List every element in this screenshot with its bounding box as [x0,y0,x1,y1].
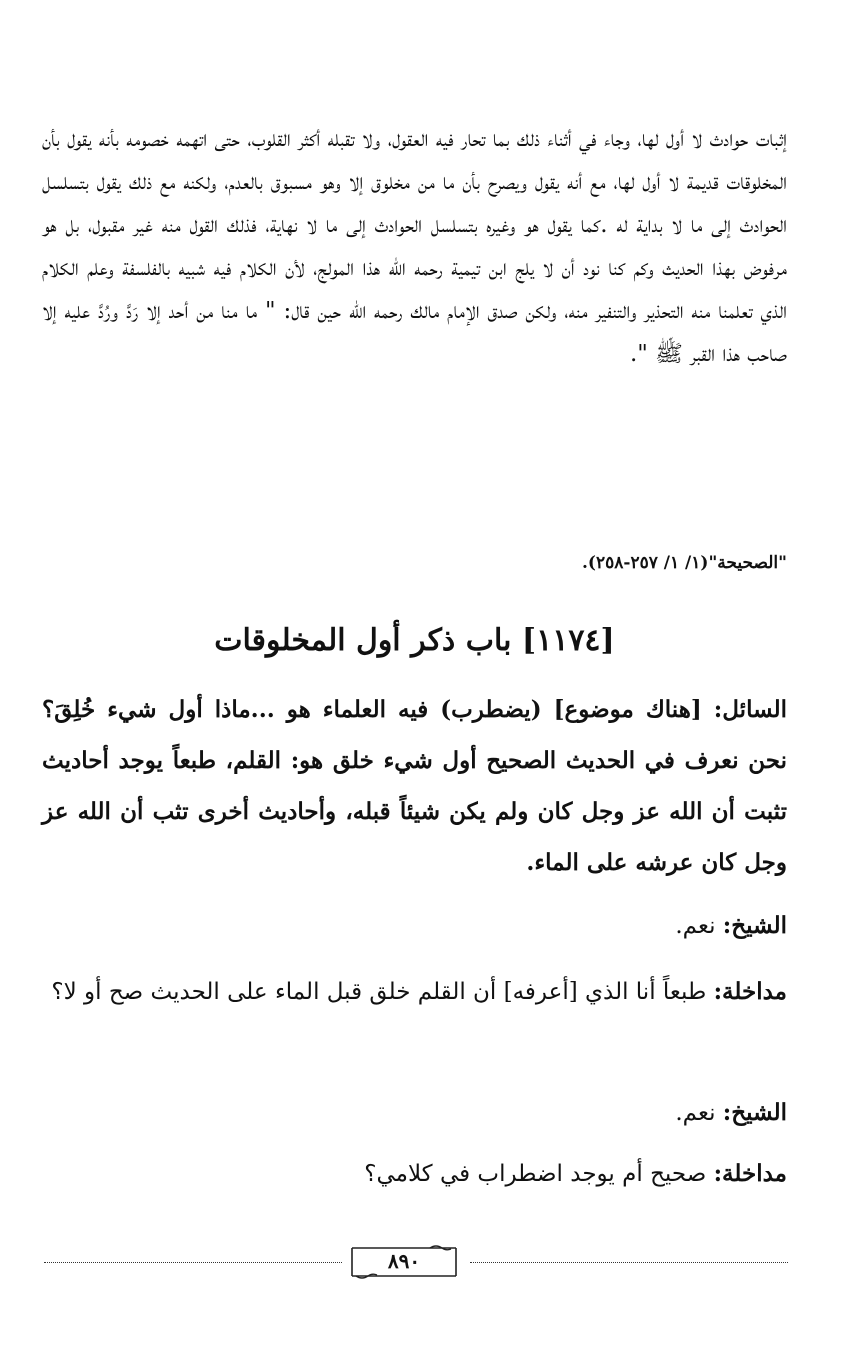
footnote-reference: "الصحيحة"(١/ ١/ ٢٥٧-٢٥٨). [582,553,787,573]
body-paragraph: إثبات حوادث لا أول لها، وجاء في أثناء ذلك بما تحار فيه العقول، ولا تقبله أكثر القلوب، حتى اتهمه خصومه بأنه يقول بأن المخلوقات قديمة لا أول لها، مع أنه يقول ويصرح بأن ما من مخلوق إلا وهو مسبوق بالعدم، ولكنه مع ذلك يقول بتسلسل الحوادث إلى ما لا بداية له .كما يقول هو وغيره بتسلسل الحوادث إلى ما لا نهاية، فذلك القول منه غير مقبول، بل هو مرفوض بهذا الحديث وكم كنا نود أن لا يلج ابن تيمية رحمه الله هذا المولج، لأن الكلام فيه شبيه بالفلسفة وعلم الكلام الذي تعلمنا منه التحذير والتنفير منه، ولكن صدق الإمام مالك رحمه الله حين قال: " ما منا من أحد إلا رَدَّ ورُدَّ عليه إلا صاحب هذا القبر ﷺ ". [42,126,787,367]
dialogue-text: نعم. [675,1100,723,1126]
page-number-frame [346,1244,462,1280]
dialogue-line [42,1148,787,1200]
body-text [42,118,787,376]
dialogue-line [42,1087,787,1139]
chapter-heading: [١١٧٤] باب ذكر أول المخلوقات [214,623,615,658]
dialogue-text: طبعاً أنا الذي [أعرفه] أن القلم خلق قبل الماء على الحديث صح أو لا؟ [51,979,714,1005]
speaker-label: الشيخ: [722,912,787,939]
dialogue-line [42,966,787,1018]
speaker-label: مداخلة: [713,1160,787,1187]
footer-divider-left [44,1262,342,1263]
footer-divider-right [470,1262,788,1263]
dialogue-text: نعم. [675,913,723,939]
dialogue-text: صحيح أم يوجد اضطراب في كلامي؟ [364,1161,714,1187]
dialogue-line [42,900,787,952]
speaker-label: الشيخ: [722,1099,787,1126]
page-number: ٨٩٠ [387,1249,421,1273]
questioner-paragraph: السائل: [هناك موضوع] (يضطرب) فيه العلماء هو ...ماذا أول شيء خُلِقَ؟ نحن نعرف في الحديث الصحيح أول شيء خلق هو: القلم، طبعاً يوجد أحاديث تثبت أن الله عز وجل كان ولم يكن شيئاً قبله، وأحاديث أخرى تثب أن الله عز وجل كان عرشه على الماء. [42,696,787,876]
speaker-label: مداخلة: [713,978,787,1005]
